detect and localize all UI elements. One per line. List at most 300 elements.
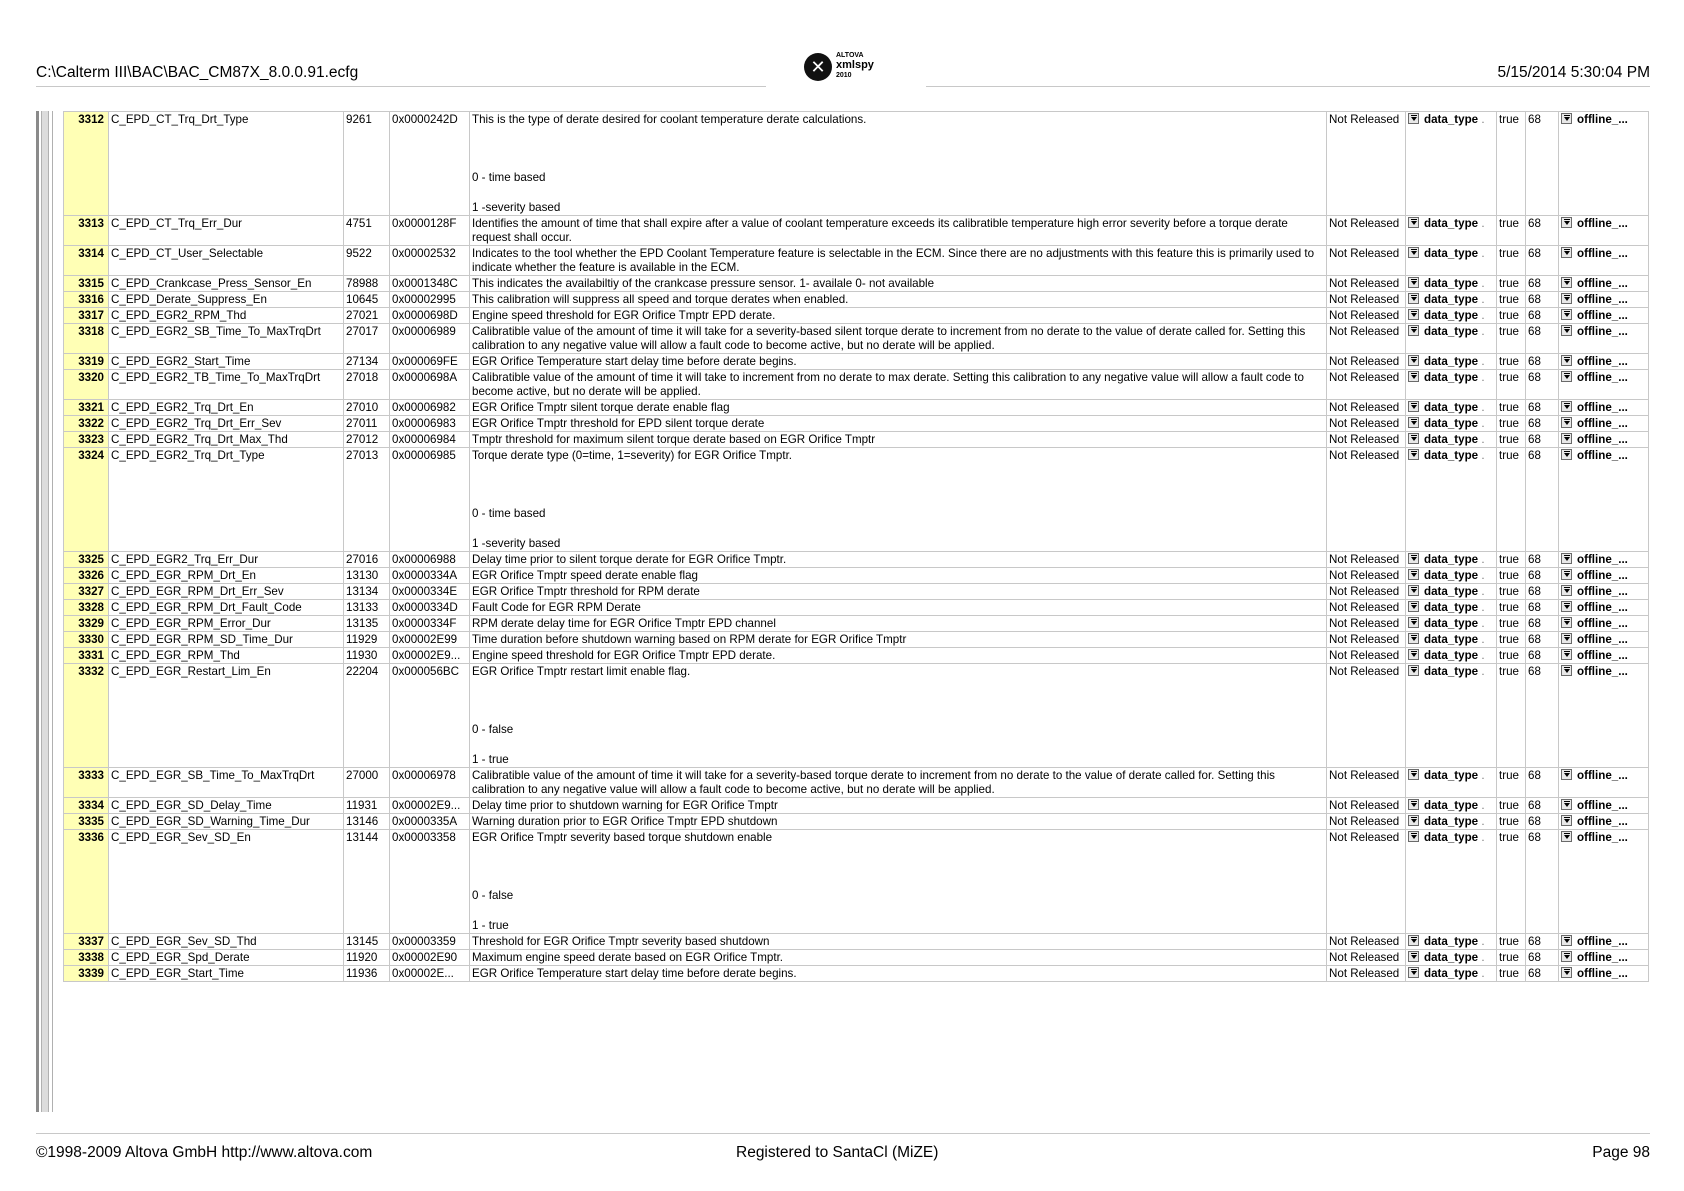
offline-dropdown[interactable] [1559,568,1649,584]
size-value: 68 [1526,112,1559,216]
row-number: 3319 [64,354,109,370]
dropdown-arrow-icon[interactable] [1561,417,1572,428]
table-row [64,246,1649,276]
parameter-description [470,798,1327,814]
dropdown-arrow-icon[interactable] [1561,935,1572,946]
parameter-id: 13144 [344,830,390,934]
parameter-description [470,830,1327,934]
offline-dropdown[interactable] [1559,934,1649,950]
offline-dropdown[interactable] [1559,216,1649,246]
offline-dropdown[interactable] [1559,616,1649,632]
dropdown-arrow-icon[interactable] [1408,433,1419,444]
dropdown-arrow-icon[interactable] [1561,617,1572,628]
parameter-id: 27012 [344,432,390,448]
size-value: 68 [1526,648,1559,664]
row-number: 3314 [64,246,109,276]
parameter-description [470,552,1327,568]
release-status: Not Released [1327,568,1406,584]
calibration-table [63,111,1649,982]
parameter-description [470,568,1327,584]
page-footer [36,1133,1650,1163]
offline-dropdown[interactable] [1559,276,1649,292]
table-row [64,584,1649,600]
size-value: 68 [1526,308,1559,324]
description-text: Torque derate type (0=time, 1=severity) for EGR Orifice Tmptr. [472,449,793,462]
offline-dropdown[interactable] [1559,246,1649,276]
dropdown-arrow-icon[interactable] [1561,401,1572,412]
dropdown-arrow-icon[interactable] [1561,371,1572,382]
data-type-dropdown[interactable] [1406,448,1497,552]
dropdown-arrow-icon[interactable] [1561,633,1572,644]
dropdown-arrow-icon[interactable] [1408,553,1419,564]
dropdown-arrow-icon[interactable] [1408,277,1419,288]
print-datetime: 5/15/2014 5:30:04 PM [1497,64,1650,81]
dropdown-arrow-icon[interactable] [1561,217,1572,228]
offline-dropdown[interactable] [1559,400,1649,416]
description-text: This is the type of derate desired for coolant temperature derate calculations. [472,113,867,126]
parameter-address: 0x00002E90 [390,950,470,966]
data-type-label: data_type [1424,371,1479,384]
offline-label: offline_... [1577,935,1628,948]
data-type-label: data_type [1424,935,1479,948]
table-row [64,216,1649,246]
data-type-dropdown[interactable] [1406,950,1497,966]
table-row [64,950,1649,966]
flag-value: true [1497,966,1526,982]
dropdown-arrow-icon[interactable] [1408,601,1419,612]
offline-dropdown[interactable] [1559,600,1649,616]
parameter-id: 4751 [344,216,390,246]
flag-value: true [1497,432,1526,448]
dropdown-arrow-icon[interactable] [1561,433,1572,444]
table-row [64,600,1649,616]
description-text: This calibration will suppress all speed and torque derates when enabled. [472,293,849,306]
dropdown-arrow-icon[interactable] [1408,649,1419,660]
dropdown-arrow-icon[interactable] [1561,277,1572,288]
description-text: Maximum engine speed derate based on EGR Orifice Tmptr. [472,951,784,964]
data-type-dropdown[interactable] [1406,246,1497,276]
dropdown-arrow-icon[interactable] [1408,449,1419,460]
dropdown-arrow-icon[interactable] [1408,769,1419,780]
offline-label: offline_... [1577,113,1628,126]
logo-year-text: 2010 [836,72,852,79]
table-row [64,416,1649,432]
parameter-id: 27134 [344,354,390,370]
data-type-dropdown[interactable] [1406,600,1497,616]
row-number: 3323 [64,432,109,448]
flag-value: true [1497,584,1526,600]
parameter-name: C_EPD_EGR_Start_Time [109,966,344,982]
parameter-id: 27021 [344,308,390,324]
dropdown-arrow-icon[interactable] [1561,601,1572,612]
data-type-dropdown[interactable] [1406,632,1497,648]
table-row [64,400,1649,416]
offline-dropdown[interactable] [1559,432,1649,448]
dropdown-arrow-icon[interactable] [1561,769,1572,780]
offline-dropdown[interactable] [1559,416,1649,432]
parameter-address: 0x000069FE [390,354,470,370]
release-status: Not Released [1327,798,1406,814]
dropdown-arrow-icon[interactable] [1408,967,1419,978]
release-status: Not Released [1327,830,1406,934]
release-status: Not Released [1327,400,1406,416]
data-type-dropdown[interactable] [1406,616,1497,632]
dropdown-arrow-icon[interactable] [1561,309,1572,320]
data-type-label: data_type [1424,113,1479,126]
description-text: EGR Orifice Temperature start delay time before derate begins. [472,355,797,368]
parameter-id: 13146 [344,814,390,830]
parameter-name: C_EPD_EGR_SD_Delay_Time [109,798,344,814]
offline-dropdown[interactable] [1559,798,1649,814]
dropdown-arrow-icon[interactable] [1408,935,1419,946]
truncation-mark: . [1478,113,1485,126]
parameter-description [470,400,1327,416]
offline-dropdown[interactable] [1559,448,1649,552]
parameter-address: 0x0000698A [390,370,470,400]
release-status: Not Released [1327,308,1406,324]
size-value: 68 [1526,934,1559,950]
table-row [64,448,1649,552]
dropdown-arrow-icon[interactable] [1408,831,1419,842]
flag-value: true [1497,632,1526,648]
offline-label: offline_... [1577,325,1628,338]
offline-dropdown[interactable] [1559,552,1649,568]
parameter-address: 0x00006984 [390,432,470,448]
parameter-name: C_EPD_EGR_Sev_SD_En [109,830,344,934]
row-number: 3324 [64,448,109,552]
size-value: 68 [1526,246,1559,276]
dropdown-arrow-icon[interactable] [1408,665,1419,676]
parameter-address: 0x0000334A [390,568,470,584]
table-row [64,324,1649,354]
dropdown-arrow-icon[interactable] [1561,449,1572,460]
release-status: Not Released [1327,276,1406,292]
table-row [64,814,1649,830]
parameter-name: C_EPD_EGR2_RPM_Thd [109,308,344,324]
dropdown-arrow-icon[interactable] [1408,217,1419,228]
parameter-address: 0x00006983 [390,416,470,432]
table-row [64,354,1649,370]
dropdown-arrow-icon[interactable] [1561,553,1572,564]
offline-label: offline_... [1577,293,1628,306]
size-value: 68 [1526,354,1559,370]
offline-dropdown[interactable] [1559,664,1649,768]
release-status: Not Released [1327,934,1406,950]
dropdown-arrow-icon[interactable] [1561,247,1572,258]
offline-label: offline_... [1577,217,1628,230]
data-type-label: data_type [1424,831,1479,844]
parameter-name: C_EPD_EGR2_SB_Time_To_MaxTrqDrt [109,324,344,354]
offline-label: offline_... [1577,433,1628,446]
page-number: Page 98 [1592,1144,1650,1161]
parameter-id: 13135 [344,616,390,632]
dropdown-arrow-icon[interactable] [1408,355,1419,366]
size-value: 68 [1526,292,1559,308]
size-value: 68 [1526,216,1559,246]
data-type-label: data_type [1424,633,1479,646]
dropdown-arrow-icon[interactable] [1561,951,1572,962]
offline-dropdown[interactable] [1559,768,1649,798]
parameter-description [470,432,1327,448]
parameter-address: 0x0000334F [390,616,470,632]
data-type-dropdown[interactable] [1406,324,1497,354]
offline-dropdown[interactable] [1559,584,1649,600]
table-row [64,632,1649,648]
dropdown-arrow-icon[interactable] [1561,799,1572,810]
dropdown-arrow-icon[interactable] [1561,831,1572,842]
data-type-dropdown[interactable] [1406,552,1497,568]
dropdown-arrow-icon[interactable] [1408,951,1419,962]
offline-dropdown[interactable] [1559,814,1649,830]
margin-bar-inner [41,111,49,1112]
truncation-mark: . [1478,355,1485,368]
dropdown-arrow-icon[interactable] [1408,585,1419,596]
parameter-description [470,632,1327,648]
parameter-description [470,814,1327,830]
dropdown-arrow-icon[interactable] [1561,355,1572,366]
data-type-dropdown[interactable] [1406,292,1497,308]
row-number: 3322 [64,416,109,432]
offline-label: offline_... [1577,553,1628,566]
description-text: EGR Orifice Temperature start delay time before derate begins. [472,967,797,980]
release-status: Not Released [1327,432,1406,448]
truncation-mark: . [1478,633,1485,646]
data-type-dropdown[interactable] [1406,664,1497,768]
dropdown-arrow-icon[interactable] [1408,799,1419,810]
parameter-address: 0x00006982 [390,400,470,416]
data-type-dropdown[interactable] [1406,416,1497,432]
offline-dropdown[interactable] [1559,324,1649,354]
truncation-mark: . [1478,585,1485,598]
release-status: Not Released [1327,112,1406,216]
margin-bar-line [52,111,53,1112]
data-type-dropdown[interactable] [1406,354,1497,370]
data-type-dropdown[interactable] [1406,276,1497,292]
size-value: 68 [1526,416,1559,432]
truncation-mark: . [1478,935,1485,948]
description-text: This indicates the availabiltiy of the crankcase pressure sensor. 1- availale 0- not available [472,277,935,290]
parameter-address: 0x0000698D [390,308,470,324]
parameter-name: C_EPD_EGR_Restart_Lim_En [109,664,344,768]
offline-label: offline_... [1577,617,1628,630]
data-type-label: data_type [1424,951,1479,964]
data-type-dropdown[interactable] [1406,648,1497,664]
row-number: 3334 [64,798,109,814]
flag-value: true [1497,216,1526,246]
size-value: 68 [1526,400,1559,416]
dropdown-arrow-icon[interactable] [1561,665,1572,676]
offline-dropdown[interactable] [1559,966,1649,982]
release-status: Not Released [1327,370,1406,400]
data-type-dropdown[interactable] [1406,432,1497,448]
parameter-address: 0x00002E... [390,966,470,982]
parameter-address: 0x0001348C [390,276,470,292]
flag-value: true [1497,276,1526,292]
parameter-address: 0x0000334E [390,584,470,600]
dropdown-arrow-icon[interactable] [1408,815,1419,826]
dropdown-arrow-icon[interactable] [1408,633,1419,644]
release-status: Not Released [1327,584,1406,600]
description-text: Indicates to the tool whether the EPD Coolant Temperature feature is selectable in the ECM. Since there are no adjustments with this feature this is primarily used to indicate whether the feature is available in the ECM. [472,247,1315,274]
parameter-description [470,246,1327,276]
data-type-label: data_type [1424,649,1479,662]
data-type-dropdown[interactable] [1406,768,1497,798]
xmlspy-logo [804,52,924,88]
offline-dropdown[interactable] [1559,830,1649,934]
parameter-address: 0x0000128F [390,216,470,246]
data-type-dropdown[interactable] [1406,216,1497,246]
dropdown-arrow-icon[interactable] [1408,325,1419,336]
offline-dropdown[interactable] [1559,370,1649,400]
data-type-dropdown[interactable] [1406,934,1497,950]
release-status: Not Released [1327,632,1406,648]
offline-dropdown[interactable] [1559,950,1649,966]
row-number: 3321 [64,400,109,416]
header-rule-left [36,86,766,87]
dropdown-arrow-icon[interactable] [1408,309,1419,320]
parameter-id: 10645 [344,292,390,308]
data-type-dropdown[interactable] [1406,568,1497,584]
flag-value: true [1497,950,1526,966]
truncation-mark: . [1478,553,1485,566]
flag-value: true [1497,616,1526,632]
logo-top-text: ALTOVA [836,52,864,59]
parameter-description [470,934,1327,950]
truncation-mark: . [1478,293,1485,306]
offline-dropdown[interactable] [1559,308,1649,324]
release-status: Not Released [1327,292,1406,308]
description-option: 0 - time based [472,171,546,184]
row-number: 3326 [64,568,109,584]
data-type-dropdown[interactable] [1406,830,1497,934]
dropdown-arrow-icon[interactable] [1561,967,1572,978]
table-row [64,112,1649,216]
truncation-mark: . [1478,325,1485,338]
dropdown-arrow-icon[interactable] [1561,293,1572,304]
dropdown-arrow-icon[interactable] [1408,371,1419,382]
description-text: EGR Orifice Tmptr threshold for EPD silent torque derate [472,417,765,430]
offline-label: offline_... [1577,815,1628,828]
parameter-id: 13133 [344,600,390,616]
offline-label: offline_... [1577,355,1628,368]
data-type-label: data_type [1424,585,1479,598]
parameter-id: 9522 [344,246,390,276]
parameter-name: C_EPD_CT_Trq_Drt_Type [109,112,344,216]
row-number: 3312 [64,112,109,216]
offline-dropdown[interactable] [1559,648,1649,664]
dropdown-arrow-icon[interactable] [1561,113,1572,124]
offline-label: offline_... [1577,371,1628,384]
document-body [36,111,1652,1112]
release-status: Not Released [1327,648,1406,664]
offline-label: offline_... [1577,967,1628,980]
dropdown-arrow-icon[interactable] [1408,113,1419,124]
size-value: 68 [1526,600,1559,616]
data-type-label: data_type [1424,553,1479,566]
data-type-label: data_type [1424,309,1479,322]
offline-dropdown[interactable] [1559,112,1649,216]
flag-value: true [1497,664,1526,768]
parameter-name: C_EPD_EGR_RPM_Error_Dur [109,616,344,632]
parameter-description [470,768,1327,798]
parameter-description [470,216,1327,246]
parameter-description [470,584,1327,600]
release-status: Not Released [1327,600,1406,616]
dropdown-arrow-icon[interactable] [1561,585,1572,596]
offline-dropdown[interactable] [1559,632,1649,648]
release-status: Not Released [1327,216,1406,246]
dropdown-arrow-icon[interactable] [1408,401,1419,412]
description-option: 0 - time based [472,507,546,520]
parameter-description [470,370,1327,400]
offline-dropdown[interactable] [1559,354,1649,370]
truncation-mark: . [1478,665,1485,678]
dropdown-arrow-icon[interactable] [1408,293,1419,304]
truncation-mark: . [1478,569,1485,582]
parameter-address: 0x0000335A [390,814,470,830]
parameter-description [470,292,1327,308]
dropdown-arrow-icon[interactable] [1561,815,1572,826]
size-value: 68 [1526,552,1559,568]
dropdown-arrow-icon[interactable] [1561,649,1572,660]
offline-label: offline_... [1577,585,1628,598]
data-type-dropdown[interactable] [1406,308,1497,324]
dropdown-arrow-icon[interactable] [1561,325,1572,336]
data-type-dropdown[interactable] [1406,112,1497,216]
data-type-dropdown[interactable] [1406,400,1497,416]
table-row [64,616,1649,632]
dropdown-arrow-icon[interactable] [1408,617,1419,628]
offline-dropdown[interactable] [1559,292,1649,308]
flag-value: true [1497,292,1526,308]
size-value: 68 [1526,966,1559,982]
description-text: Tmptr threshold for maximum silent torque derate based on EGR Orifice Tmptr [472,433,876,446]
description-text: Calibratible value of the amount of time it will take for a severity-based torque derate to increment from no derate to the value of derate called for. Setting this calibration to any negative value will allow a fault code to become active, but no derate will be applied. [472,769,1275,796]
size-value: 68 [1526,814,1559,830]
dropdown-arrow-icon[interactable] [1408,569,1419,580]
row-number: 3316 [64,292,109,308]
parameter-name: C_EPD_EGR_RPM_Drt_En [109,568,344,584]
truncation-mark: . [1478,769,1485,782]
parameter-name: C_EPD_EGR_RPM_Thd [109,648,344,664]
description-text: Time duration before shutdown warning based on RPM derate for EGR Orifice Tmptr [472,633,907,646]
parameter-name: C_EPD_EGR2_Trq_Drt_En [109,400,344,416]
dropdown-arrow-icon[interactable] [1408,247,1419,258]
release-status: Not Released [1327,354,1406,370]
offline-label: offline_... [1577,277,1628,290]
parameter-id: 11930 [344,648,390,664]
data-type-dropdown[interactable] [1406,814,1497,830]
dropdown-arrow-icon[interactable] [1561,569,1572,580]
size-value: 68 [1526,584,1559,600]
parameter-id: 78988 [344,276,390,292]
data-type-dropdown[interactable] [1406,798,1497,814]
data-type-dropdown[interactable] [1406,966,1497,982]
parameter-address: 0x0000242D [390,112,470,216]
parameter-description [470,416,1327,432]
data-type-label: data_type [1424,665,1479,678]
row-number: 3329 [64,616,109,632]
data-type-dropdown[interactable] [1406,370,1497,400]
release-status: Not Released [1327,448,1406,552]
release-status: Not Released [1327,950,1406,966]
header-rule-right [926,86,1650,87]
size-value: 68 [1526,830,1559,934]
dropdown-arrow-icon[interactable] [1408,417,1419,428]
parameter-name: C_EPD_EGR_RPM_Drt_Err_Sev [109,584,344,600]
data-type-dropdown[interactable] [1406,584,1497,600]
data-type-label: data_type [1424,355,1479,368]
